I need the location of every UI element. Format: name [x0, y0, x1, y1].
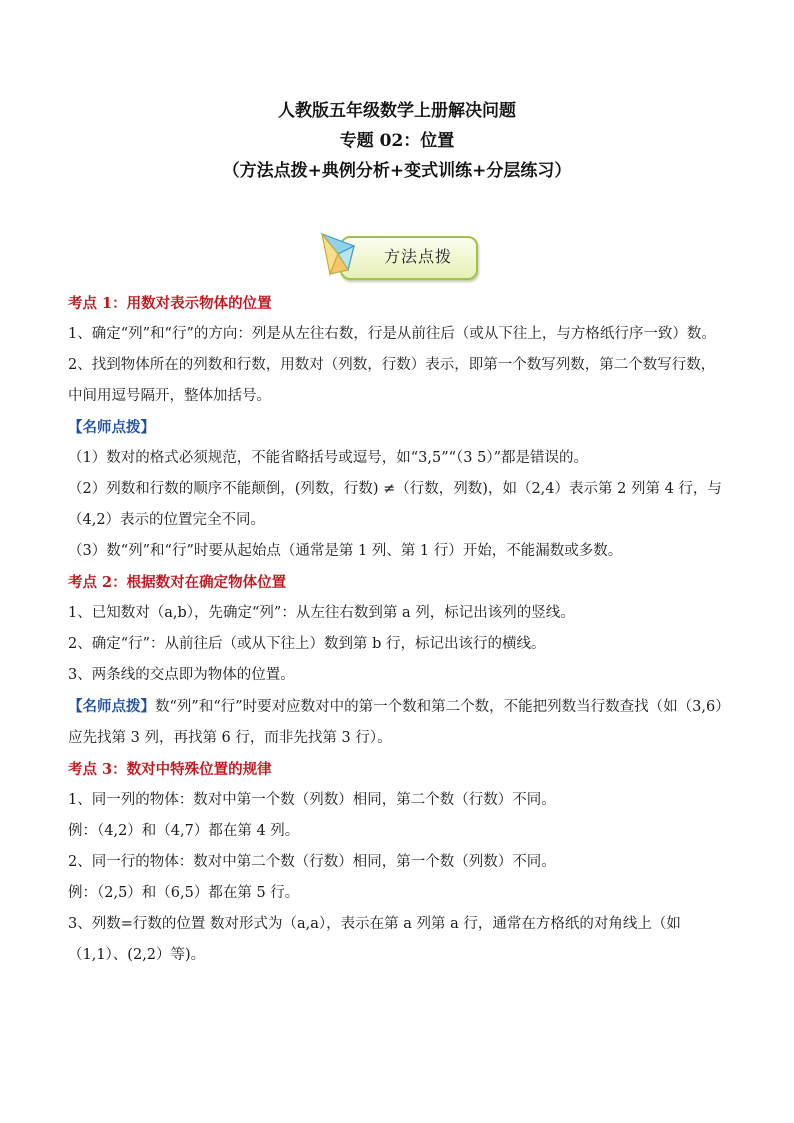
kaodian-1-tip-2: （2）列数和行数的顺序不能颠倒，(列数，行数) ≠（行数，列数)，如（2,4）表示第 2 列第 4 行，与（4,2）表示的位置完全不同。 [68, 481, 722, 528]
teacher-tip-label: 【名师点拨】 [68, 419, 155, 436]
document-title: 人教版五年级数学上册解决问题 [278, 101, 516, 121]
teacher-tip-label: 【名师点拨】 [68, 698, 155, 715]
title-block [0, 96, 794, 186]
paper-plane-icon [318, 230, 370, 282]
kaodian-1-tip-1: （1）数对的格式必须规范，不能省略括号或逗号，如“3,5”“（3 5）”都是错误的。 [68, 450, 588, 466]
kaodian-1-paragraph-2: 2、找到物体所在的列数和行数，用数对（列数，行数）表示，即第一个数写列数，第二个数写行数，中间用逗号隔开，整体加括号。 [68, 357, 716, 404]
kaodian-3-example-1: 例：（4,2）和（4,7）都在第 4 列。 [68, 823, 300, 839]
kaodian-2-paragraph-2: 2、确定“行”：从前往后（或从下往上）数到第 b 行，标记出该行的横线。 [68, 636, 546, 652]
kaodian-2-paragraph-3: 3、两条线的交点即为物体的位置。 [68, 667, 295, 683]
section-badge [318, 230, 476, 282]
kaodian-3-paragraph-2: 2、同一行的物体：数对中第二个数（行数）相同，第一个数（列数）不同。 [68, 854, 556, 870]
topic-title: 专题 02：位置 [339, 131, 455, 151]
kaodian-1-tip-3: （3）数“列”和“行”时要从起始点（通常是第 1 列、第 1 行）开始，不能漏数或多数。 [68, 543, 623, 559]
kaodian-2-heading: 考点 2：根据数对在确定物体位置 [68, 574, 287, 591]
kaodian-2-paragraph-1: 1、已知数对（a,b），先确定“列”：从左往右数到第 a 列，标记出该列的竖线。 [68, 605, 575, 621]
content-body [68, 288, 728, 971]
kaodian-1-paragraph-1: 1、确定“列”和“行”的方向：列是从左往右数，行是从前往后（或从下往上，与方格纸行序一致）数。 [68, 326, 716, 342]
kaodian-2-tip [68, 691, 728, 754]
kaodian-2-tip-text: 数“列”和“行”时要对应数对中的第一个数和第二个数，不能把列数当行数查找（如（3,6）应先找第 3 列，再找第 6 行，而非先找第 3 行）。 [68, 699, 723, 746]
badge-label: 方法点拨 [383, 247, 452, 266]
kaodian-3-example-2: 例：（2,5）和（6,5）都在第 5 行。 [68, 885, 300, 901]
kaodian-3-paragraph-1: 1、同一列的物体：数对中第一个数（列数）相同，第二个数（行数）不同。 [68, 792, 556, 808]
subtitle: （方法点拨+典例分析+变式训练+分层练习） [222, 161, 572, 181]
kaodian-1-heading: 考点 1：用数对表示物体的位置 [68, 295, 272, 312]
kaodian-3-heading: 考点 3：数对中特殊位置的规律 [68, 761, 272, 778]
kaodian-3-paragraph-3: 3、列数=行数的位置 数对形式为（a,a），表示在第 a 列第 a 行，通常在方格纸的对角线上（如（1,1）、(2,2）等)。 [68, 916, 681, 963]
